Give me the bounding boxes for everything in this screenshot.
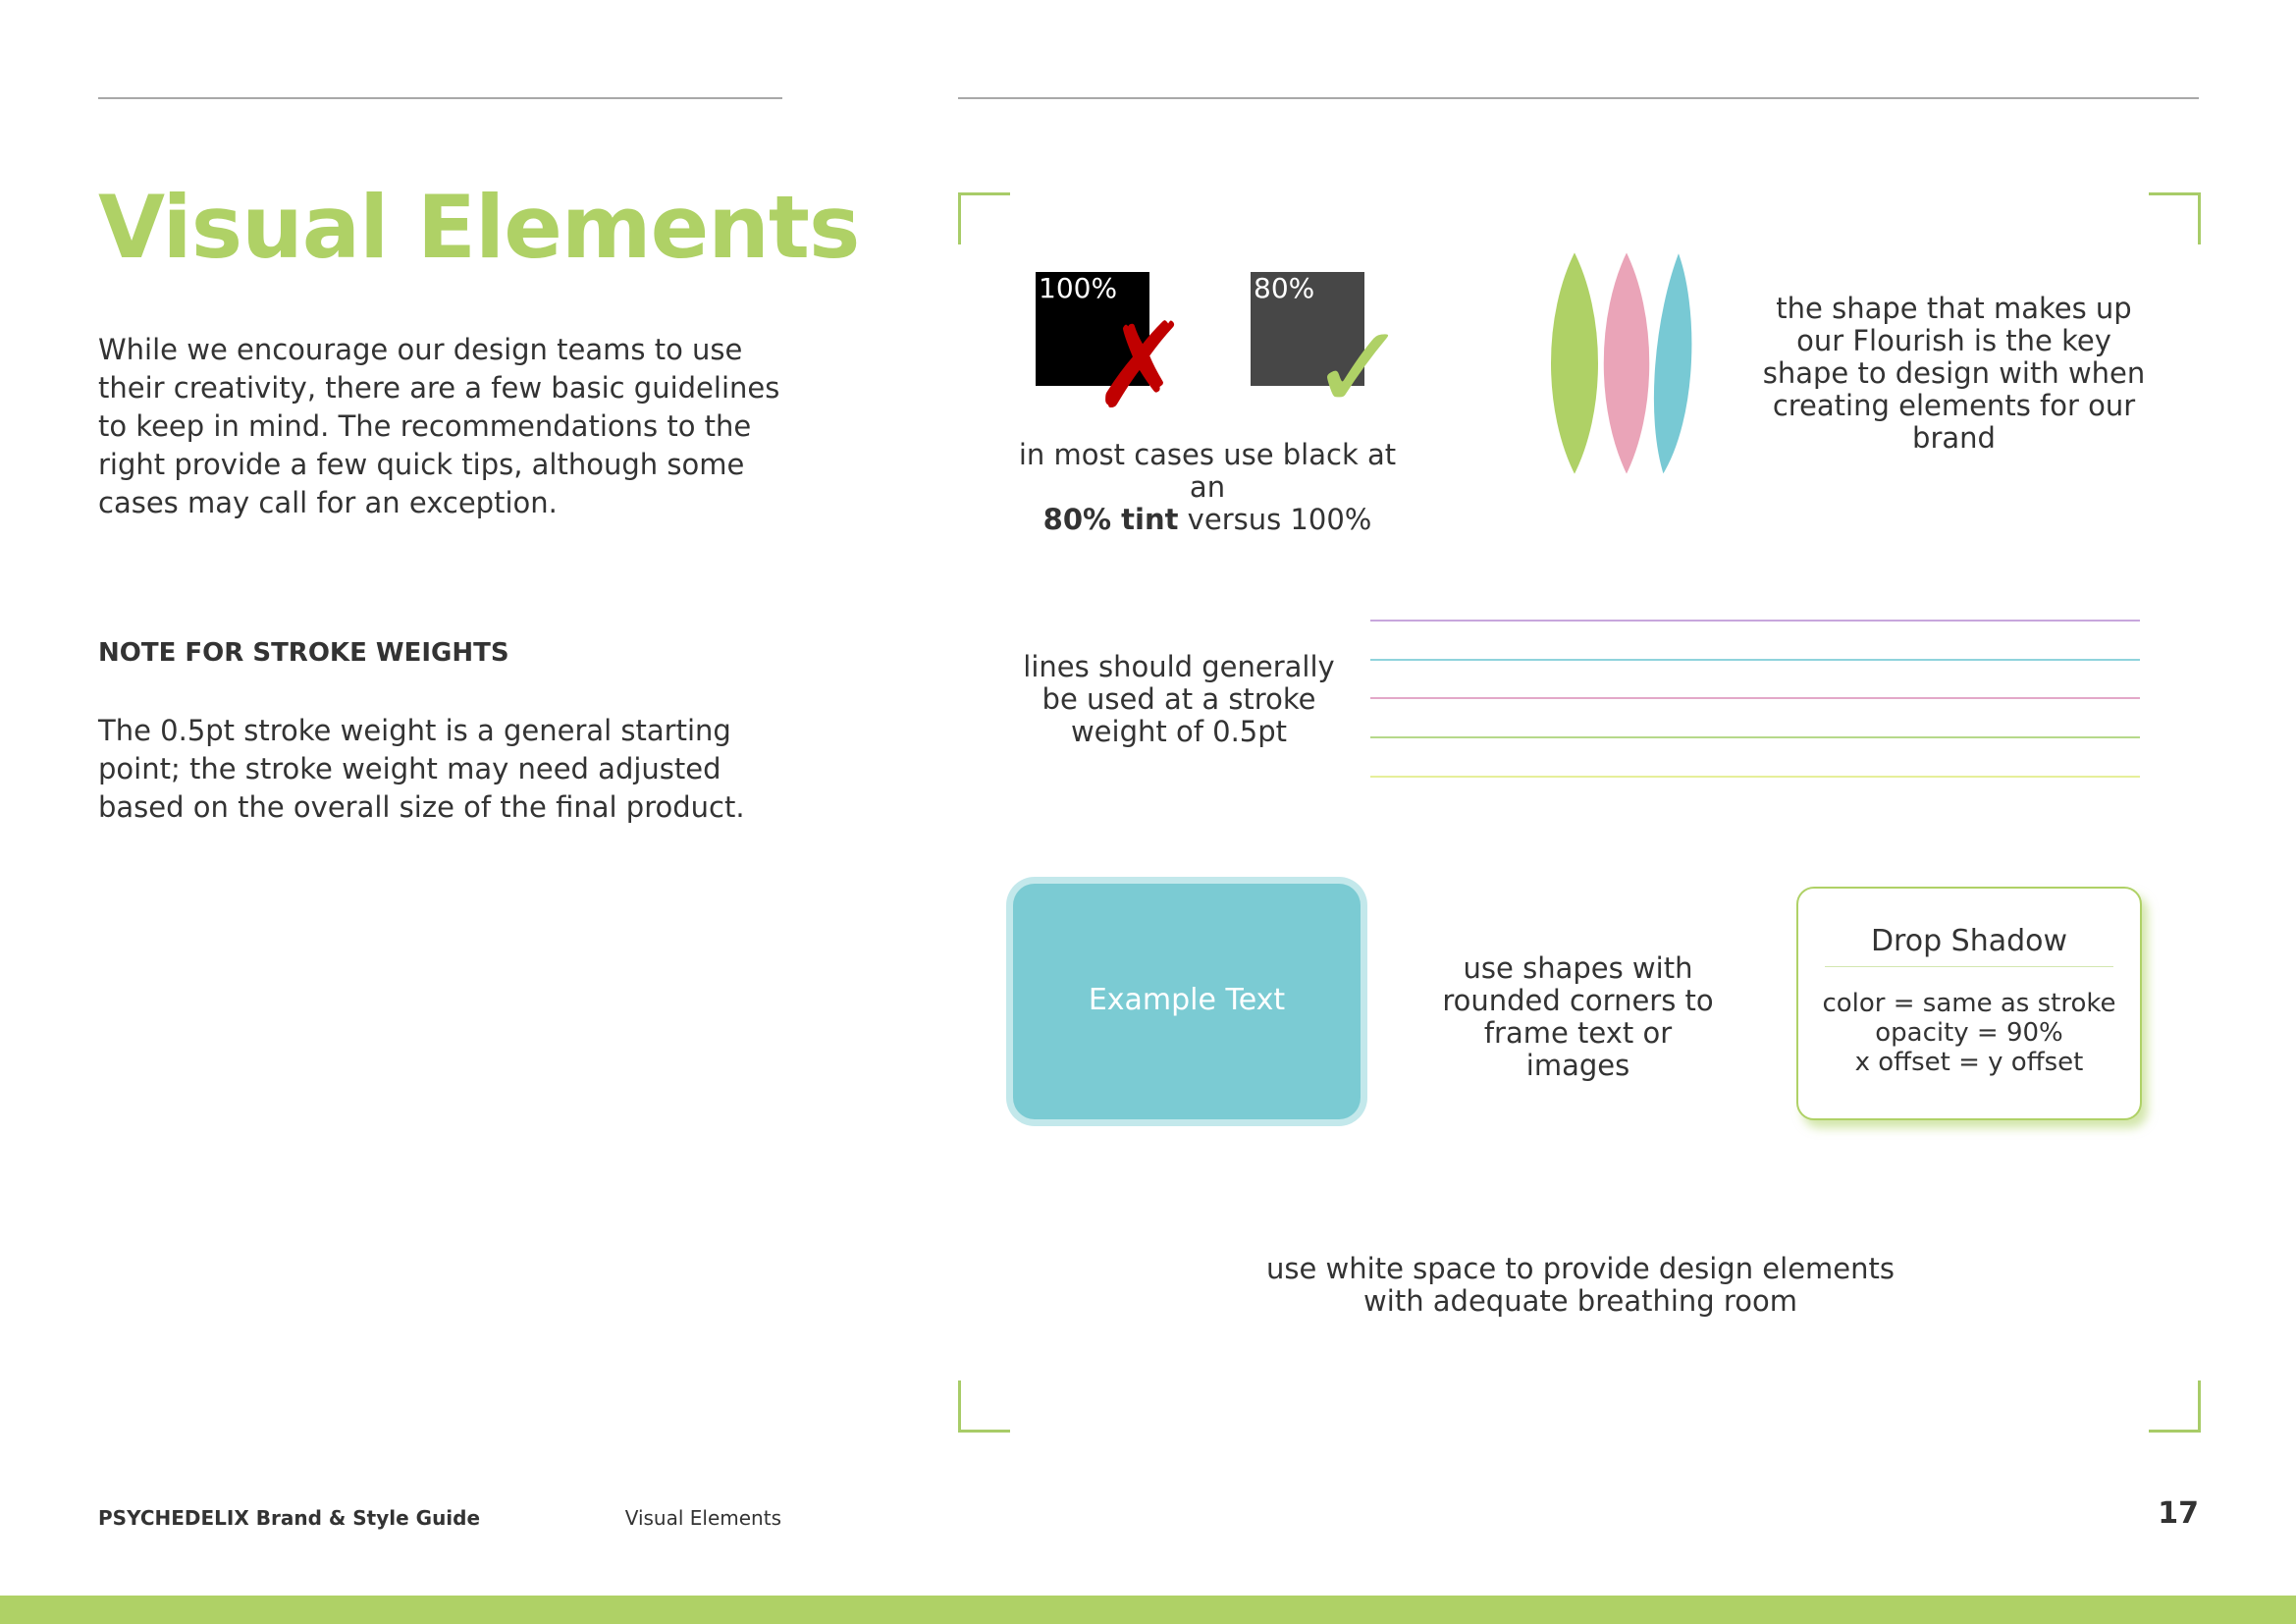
drop-shadow-color-rule: color = same as stroke bbox=[1822, 989, 2116, 1018]
footer-brand: PSYCHEDELIX Brand & Style Guide bbox=[98, 1506, 481, 1530]
page-number: 17 bbox=[2158, 1496, 2199, 1531]
rounded-frame-example bbox=[1013, 884, 1361, 1119]
corner-bracket-bottom-right bbox=[2149, 1380, 2201, 1433]
checkmark-icon: ✓ bbox=[1309, 300, 1409, 437]
tint-caption-bold: 80% tint bbox=[1042, 503, 1179, 536]
tint-caption-line1: in most cases use black at an bbox=[1018, 438, 1397, 504]
footer-section: Visual Elements bbox=[624, 1506, 781, 1530]
stroke-line-3 bbox=[1370, 697, 2140, 699]
note-heading: NOTE FOR STROKE WEIGHTS bbox=[98, 638, 509, 668]
corner-bracket-bottom-left bbox=[958, 1380, 1010, 1433]
drop-shadow-card bbox=[1796, 887, 2142, 1120]
flourish-leaf-pink bbox=[1602, 249, 1651, 477]
example-text: Example Text bbox=[1088, 983, 1286, 1017]
drop-shadow-offset-rule: x offset = y offset bbox=[1854, 1048, 2084, 1077]
whitespace-caption: use white space to provide design elements with adequate breathing room bbox=[1266, 1252, 1895, 1318]
tint-caption bbox=[1001, 439, 1414, 536]
flourish-leaf-blue bbox=[1652, 249, 1692, 477]
stroke-caption: lines should generally be used at a stroke weight of 0.5pt bbox=[1023, 650, 1335, 748]
note-paragraph: The 0.5pt stroke weight is a general starting point; the stroke weight may need adjusted based on the overall size of the final product. bbox=[98, 714, 745, 824]
tint-caption-line2 bbox=[1001, 504, 1414, 536]
stroke-line-4 bbox=[1370, 736, 2140, 738]
drop-shadow-title: Drop Shadow bbox=[1870, 924, 2068, 958]
left-header-rule bbox=[98, 97, 782, 99]
corner-bracket-top-right bbox=[2149, 192, 2201, 244]
drop-shadow-opacity-rule: opacity = 90% bbox=[1875, 1018, 2063, 1048]
drop-shadow-divider bbox=[1825, 966, 2113, 967]
swatch-label-100: 100% bbox=[1039, 272, 1118, 304]
cross-icon: ✗ bbox=[1092, 298, 1191, 435]
footer-bar bbox=[0, 1596, 2296, 1624]
flourish-shape bbox=[1541, 245, 1708, 481]
tint-caption-rest: versus 100% bbox=[1178, 503, 1372, 536]
page-title: Visual Elements bbox=[98, 177, 860, 278]
swatch-label-80: 80% bbox=[1254, 272, 1315, 304]
flourish-leaf-green bbox=[1550, 249, 1600, 477]
stroke-line-1 bbox=[1370, 620, 2140, 622]
flourish-caption: the shape that makes up our Flourish is the key shape to design with when creating elements for our brand bbox=[1762, 292, 2146, 455]
stroke-line-5 bbox=[1370, 776, 2140, 778]
intro-paragraph: While we encourage our design teams to use their creativity, there are a few basic guidelines to keep in mind. The recommendations to the right provide a few quick tips, although some cases may call for an exception. bbox=[98, 333, 780, 519]
rounded-shapes-caption: use shapes with rounded corners to frame text or images bbox=[1442, 951, 1714, 1082]
right-header-rule bbox=[958, 97, 2199, 99]
corner-bracket-top-left bbox=[958, 192, 1010, 244]
stroke-line-2 bbox=[1370, 659, 2140, 661]
